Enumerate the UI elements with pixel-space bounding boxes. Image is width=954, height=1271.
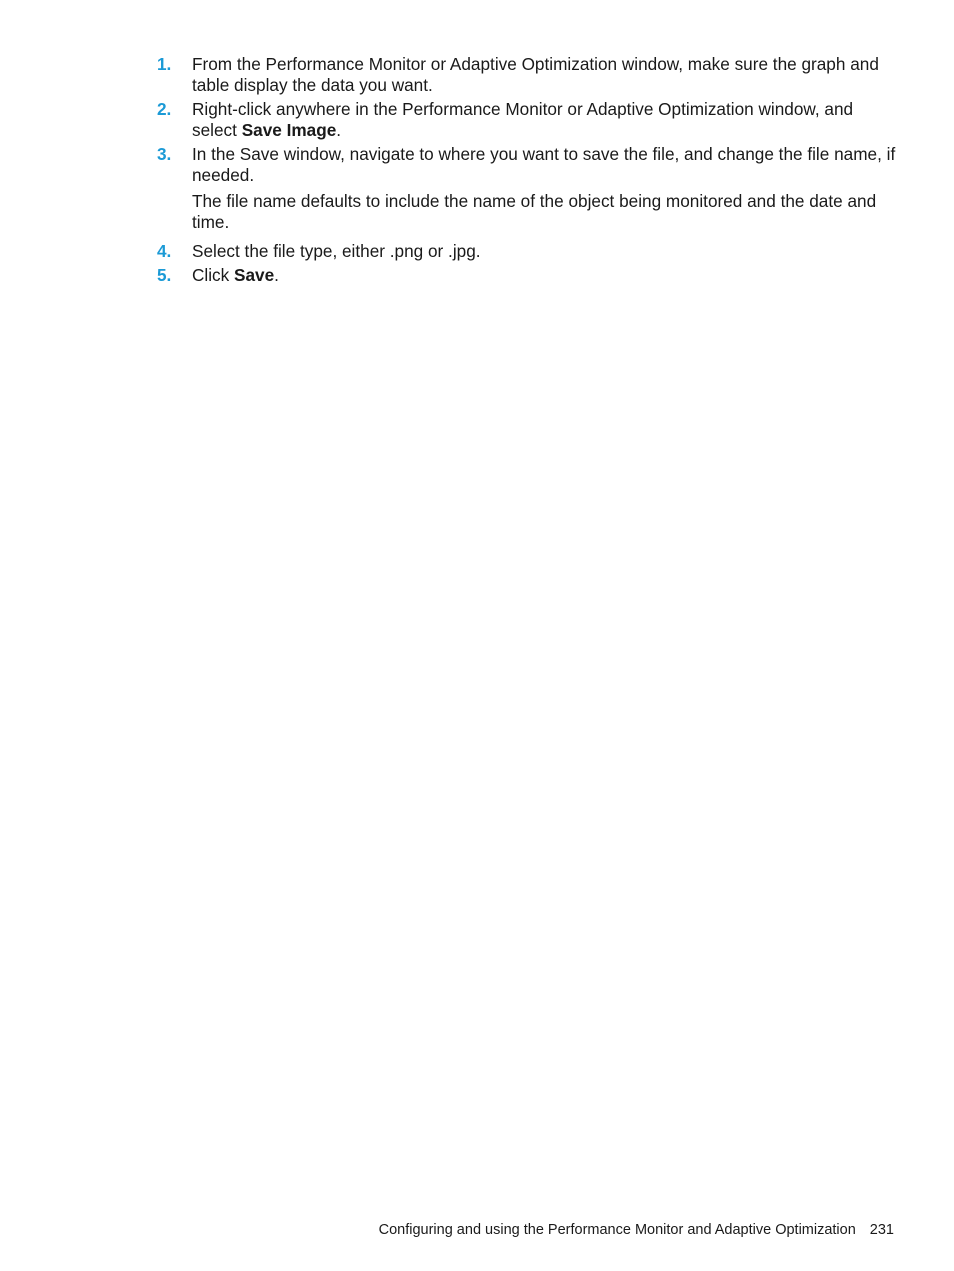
step-2 bbox=[157, 99, 902, 141]
ui-term-save: Save bbox=[234, 265, 275, 285]
step-5 bbox=[157, 265, 902, 286]
step-number: 4. bbox=[157, 241, 172, 261]
procedure-steps bbox=[157, 54, 902, 286]
step-text: Right-click anywhere in the Performance Monitor or Adaptive Optimization window, and select Save Image. bbox=[192, 99, 854, 140]
step-number: 3. bbox=[157, 144, 172, 164]
step-text: Click Save. bbox=[192, 265, 279, 285]
step-text: Select the file type, either .png or .jpg. bbox=[192, 241, 481, 261]
step-text: In the Save window, navigate to where you want to save the file, and change the file name, if needed. bbox=[192, 144, 896, 185]
ui-term-save-image: Save Image bbox=[241, 120, 337, 140]
page-footer bbox=[379, 1222, 894, 1238]
step-1 bbox=[157, 54, 902, 96]
step-note: The file name defaults to include the name of the object being monitored and the date and time. bbox=[192, 191, 877, 232]
step-number: 2. bbox=[157, 99, 172, 119]
footer-title: Configuring and using the Performance Monitor and Adaptive Optimization bbox=[378, 1222, 856, 1238]
step-text: From the Performance Monitor or Adaptive Optimization window, make sure the graph and table display the data you want. bbox=[192, 54, 879, 95]
step-3 bbox=[157, 144, 902, 233]
page-number: 231 bbox=[869, 1222, 894, 1238]
step-number: 1. bbox=[157, 54, 172, 74]
step-number: 5. bbox=[157, 265, 172, 285]
step-4 bbox=[157, 241, 902, 262]
